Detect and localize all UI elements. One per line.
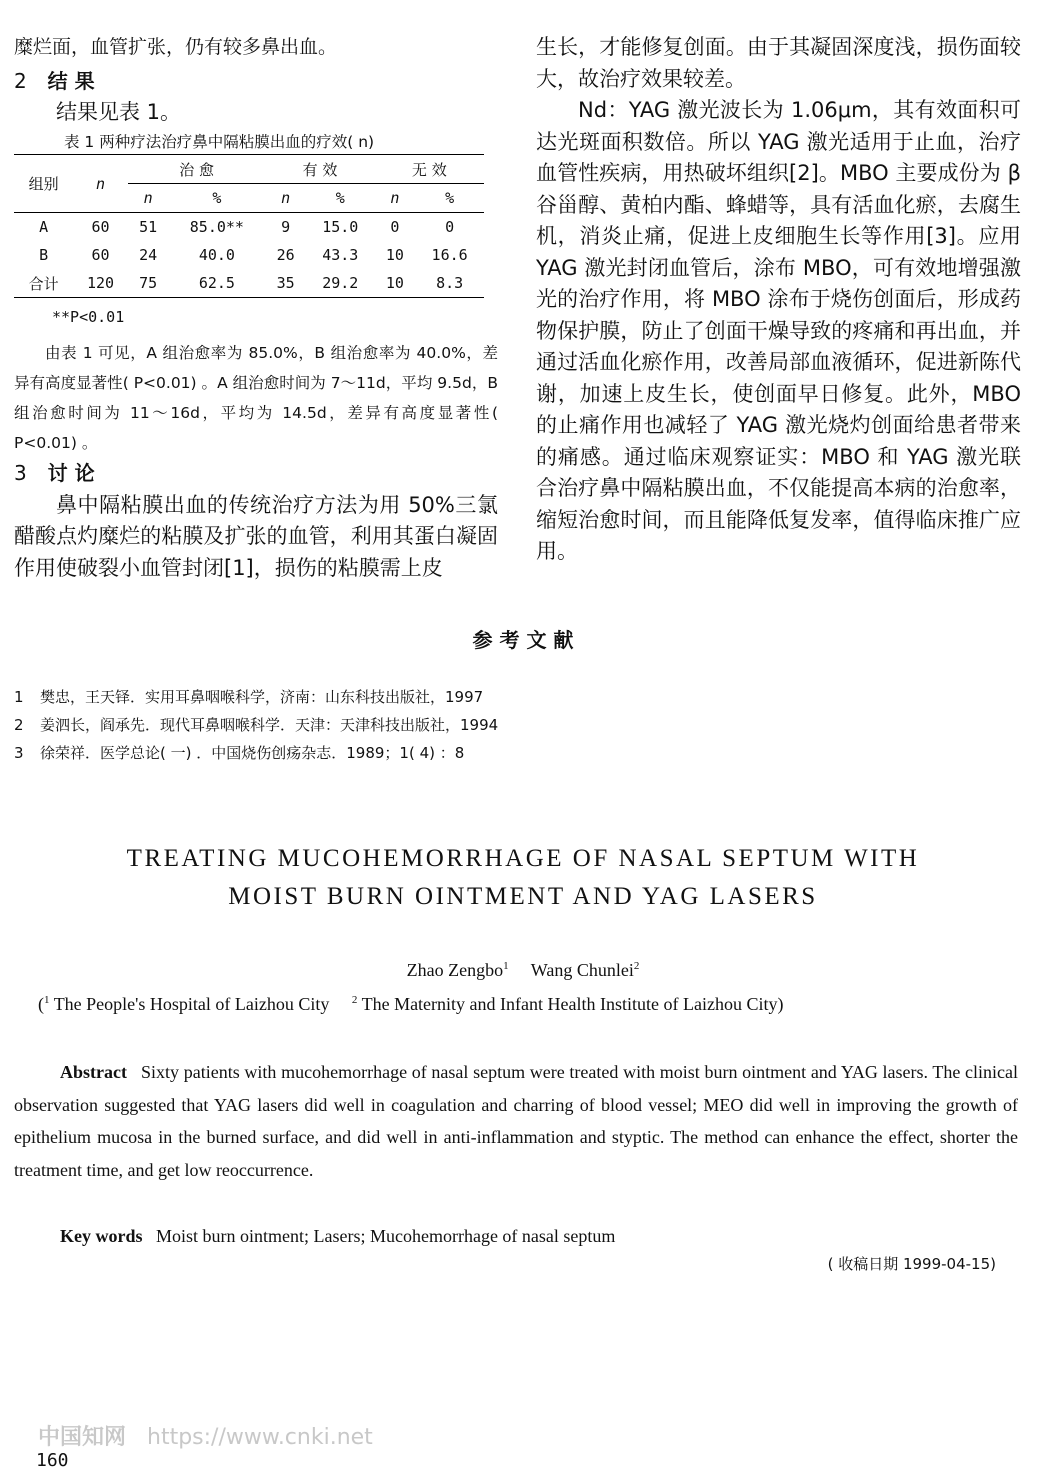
section-title: 讨 论: [47, 461, 95, 485]
reference-number: 2: [14, 716, 24, 734]
english-title: [0, 840, 1046, 916]
reference-text: 姜泗长，阎承先．现代耳鼻咽喉科学．天津：天津科技出版社，1994: [40, 716, 499, 734]
affiliation: The Maternity and Infant Health Institute of Laizhou City: [361, 994, 778, 1014]
table-cell: 29.2: [322, 274, 359, 292]
discussion-block: [14, 458, 498, 584]
table-cell: 26: [276, 246, 295, 264]
results-analysis: [14, 338, 498, 458]
table-cell: 15.0: [322, 218, 359, 236]
results-table-wrap: [14, 154, 484, 298]
abstract: [14, 1056, 1018, 1186]
table-cell: 24: [139, 246, 158, 264]
table-caption: 表 1 两种疗法治疗鼻中隔粘膜出血的疗效( n): [64, 133, 375, 151]
abstract-label: Abstract: [60, 1062, 127, 1082]
table-cell: 合计: [28, 274, 59, 293]
right-column: [536, 32, 1021, 568]
reference-text: 樊忠，王天铎．实用耳鼻咽喉科学，济南：山东科技出版社，1997: [40, 688, 484, 706]
paragraph: Nd：YAG 激光波长为 1.06μm，其有效面积可达光斑面积数倍。所以 YAG 激光适用于止血，治疗血管性疾病，用热破坏组织[2]。MBO 主要成份为 β 谷甾醇、黄柏内酯、蜂蜡等，具有活血化瘀，去腐生机，消炎止痛，促进上皮细胞生长等作用[3]。应用 YAG 激光封闭血管后，涂布 MBO，可有效地增强激光的治疗作用，将 MBO 涂布于烧伤创面后，形成药物保护膜，防止了创面干燥导致的疼痛和再出血，并通过活血化瘀作用，改善局部血液循环，促进新陈代谢，加速上皮生长，使创面早日修复。此外，MBO 的止痛作用也减轻了 YAG 激光烧灼创面给患者带来的痛感。通过临床观察证实：MBO 和 YAG 激光联合治疗鼻中隔粘膜出血，不仅能提高本病的治愈率，缩短治愈时间，而且能降低复发率，值得临床推广应用。: [536, 98, 1021, 563]
section-number: 3: [14, 461, 27, 485]
table-row: [14, 269, 484, 298]
table-cell: 60: [91, 218, 110, 236]
table-cell: 60: [91, 246, 110, 264]
abstract-text: Sixty patients with mucohemorrhage of nasal septum were treated with moist burn ointment and YAG lasers. The clinical observation suggested that YAG lasers did well in coagulation and charring of blood vessel; MEO did well in improving the growth of epithelium mucosa in the burned surface, and did well in anti-inflammation and styptic. The method can enhance the effect, shorter the treatment time, and get low reoccurrence.: [14, 1062, 1018, 1180]
table-header: 组别: [28, 175, 59, 193]
table-footnote: **P<0.01: [52, 308, 125, 326]
left-column: [14, 32, 498, 129]
section-heading-discussion: [14, 458, 498, 490]
reference-number: 3: [14, 744, 24, 762]
keywords: [60, 1220, 1020, 1253]
table-subheader: %: [335, 189, 345, 207]
author-sup: 1: [503, 960, 509, 972]
table-cell: 35: [276, 274, 295, 292]
reference-item: [14, 683, 1014, 711]
table-cell: 10: [385, 246, 404, 264]
table-cell: 8.3: [436, 274, 464, 292]
table-header: n: [96, 174, 106, 193]
section-heading-results: [14, 66, 498, 98]
table-row: [14, 213, 484, 242]
affiliation: The People's Hospital of Laizhou City: [53, 994, 330, 1014]
received-date: ( 收稿日期 1999-04-15): [827, 1255, 996, 1273]
paragraph: 由表 1 可见，A 组治愈率为 85.0%，B 组治愈率为 40.0%，差异有高度显著性( P<0.01) 。A 组治愈时间为 7～11d，平均 9.5d，B 组治愈时间为 11～16d，平均为 14.5d，差异有高度显著性( P<0.01) 。: [14, 344, 498, 452]
author-name: Zhao Zengbo: [406, 960, 504, 980]
references-title: 参 考 文 献: [472, 628, 574, 652]
affil-sup: 2: [351, 994, 358, 1006]
table-cell: 40.0: [198, 246, 235, 264]
section-title: 结 果: [47, 68, 95, 93]
table-cell: B: [39, 246, 49, 264]
table-cell: 120: [86, 274, 115, 292]
text-line: 糜烂面，血管扩张，仍有较多鼻出血。: [14, 36, 338, 58]
affiliations: ($^1$ The People's Hospital of Laizhou City $^2$ The Maternity and Infant Health Institute of Laizhou City): [38, 994, 784, 1014]
table-subheader: n: [281, 189, 291, 207]
table-subheader: %: [445, 189, 455, 207]
table-cell: 62.5: [198, 274, 235, 292]
table-cell: 9: [281, 218, 291, 236]
references-list: [14, 683, 1014, 767]
paragraph: 鼻中隔粘膜出血的传统治疗方法为用 50%三氯醋酸点灼糜烂的粘膜及扩张的血管，利用其蛋白凝固作用使破裂小血管封闭[1]，损伤的粘膜需上皮: [14, 492, 498, 580]
table-header: 有 效: [265, 155, 374, 184]
table-cell: 51: [139, 218, 158, 236]
table-header: 治 愈: [128, 155, 265, 184]
table-row: [14, 241, 484, 269]
watermark-url: https://www.cnki.net: [147, 1425, 373, 1450]
english-title-line: TREATING MUCOHEMORRHAGE OF NASAL SEPTUM WITH: [126, 845, 920, 872]
authors: [0, 960, 1046, 981]
paragraph: 结果见表 1。: [56, 100, 182, 124]
reference-item: [14, 711, 1014, 739]
author-sup: 2: [633, 960, 640, 972]
paragraph: 生长，才能修复创面。由于其凝固深度浅，损伤面较大，故治疗效果较差。: [536, 35, 1021, 91]
reference-number: 1: [14, 688, 24, 706]
watermark-cnki: [38, 1420, 373, 1451]
page-number: 160: [36, 1450, 69, 1471]
table-subheader: n: [143, 189, 153, 207]
table-cell: 10: [385, 274, 404, 292]
reference-item: [14, 739, 1014, 767]
keywords-text: Moist burn ointment; Lasers; Mucohemorrhage of nasal septum: [156, 1226, 616, 1246]
watermark-logo-text: 中国知网: [38, 1425, 127, 1450]
reference-text: 徐荣祥．医学总论( 一) ．中国烧伤创疡杂志．1989；1( 4) ：8: [40, 744, 465, 762]
section-number: 2: [14, 68, 27, 93]
table-cell: 85.0**: [189, 218, 244, 236]
table-cell: 43.3: [322, 246, 359, 264]
affil-sup: 1: [44, 994, 50, 1006]
results-table: [14, 154, 484, 298]
table-subheader: n: [390, 189, 400, 207]
table-cell: 0: [445, 218, 455, 236]
author-name: Wang Chunlei: [530, 960, 634, 980]
table-cell: A: [39, 218, 49, 236]
table-header: 无 效: [375, 155, 484, 184]
table-cell: 75: [139, 274, 158, 292]
english-title-line: MOIST BURN OINTMENT AND YAG LASERS: [228, 883, 818, 910]
table-subheader: %: [212, 189, 222, 207]
table-cell: 16.6: [431, 246, 468, 264]
table-cell: 0: [390, 218, 400, 236]
keywords-label: Key words: [60, 1226, 143, 1246]
